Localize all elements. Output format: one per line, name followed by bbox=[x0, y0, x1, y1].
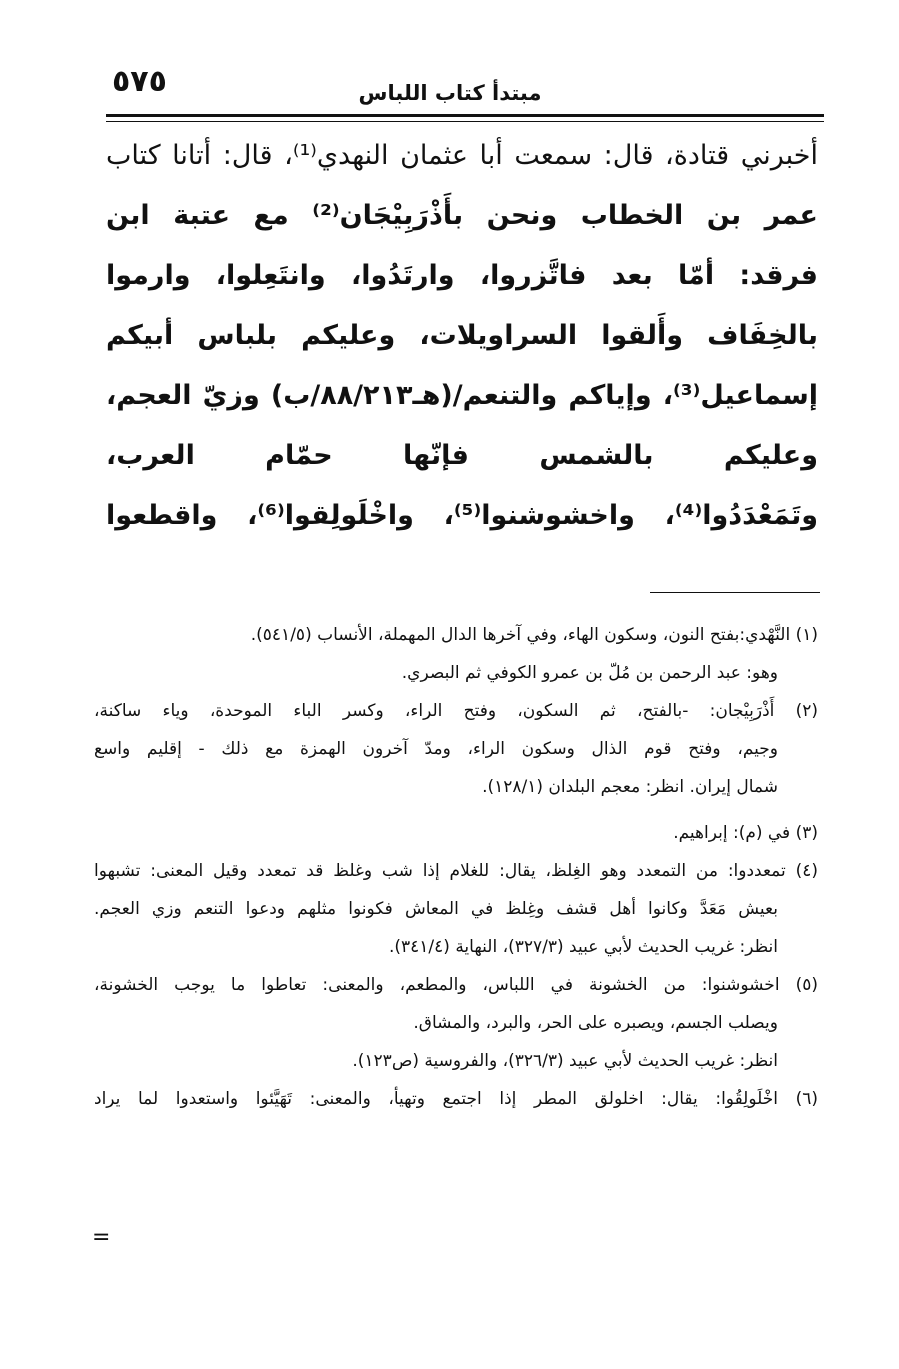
footnote-5-line-1: (٥) اخشوشنوا: من الخشونة في اللباس، والمطعم، والمعنى: تعاطوا ما يوجب الخشونة، bbox=[94, 975, 818, 995]
main-text-line: وعليكم بالشمس فإنّها حمّام العرب، bbox=[106, 440, 818, 471]
footnote-2-line-3: شمال إيران. انظر: معجم البلدان (١٢٨/١). bbox=[482, 777, 778, 797]
main-text bbox=[106, 126, 818, 546]
footnote-4-line-1: (٤) تمعددوا: من التمعدد وهو الغِلظ، يقال: للغلام إذا شب وغلظ قد تمعدد وقيل المعنى: تشبهوا bbox=[94, 861, 818, 881]
running-title: مبتدأ كتاب اللباس bbox=[358, 81, 542, 105]
main-text-line: أخبرني قتادة، قال: سمعت أبا عثمان النهدي⁽¹⁾، قال: أتانا كتاب bbox=[106, 140, 818, 171]
main-text-line: بالخِفَاف وأَلقوا السراويلات، وعليكم بلباس أبيكم bbox=[106, 320, 818, 351]
footnote-2-line-1: (٢) أَذْرَبِيْجان: -بالفتح، ثم السكون، وفتح الراء، وكسر الباء الموحدة، وياء ساكنة، bbox=[94, 701, 818, 721]
footnote-2-line-2: وجيم، وفتح قوم الذال وسكون الراء، ومدّ آخرون الهمزة مع ذلك - إقليم واسع bbox=[94, 739, 778, 759]
footnote-6-line-1: (٦) اخْلَولِقُوا: يقال: اخلولق المطر إذا اجتمع وتهيأ، والمعنى: تَهَيَّئوا واستعدوا لما يراد bbox=[94, 1089, 818, 1109]
footnote-1-line-2: وهو: عبد الرحمن بن مُلّ بن عمرو الكوفي ثم البصري. bbox=[401, 663, 778, 683]
header-rule-thin bbox=[106, 121, 824, 122]
footnote-4-line-3: انظر: غريب الحديث لأبي عبيد (٣٢٧/٣)، النهاية (٣٤١/٤). bbox=[388, 937, 778, 957]
footnote-5-line-3: انظر: غريب الحديث لأبي عبيد (٣٢٦/٣)، والفروسية (ص١٢٣). bbox=[352, 1051, 778, 1071]
continuation-mark: = bbox=[92, 1225, 111, 1250]
main-text-line: فرقد: أمّا بعد فاتَّزروا، وارتَدُوا، وانتَعِلوا، وارموا bbox=[106, 260, 818, 291]
footnote-4-line-2: بعيش مَعَدَّ وكانوا أهل قشف وغِلظ في المعاش فكونوا مثلهم ودعوا التنعم وزي العجم. bbox=[94, 899, 778, 919]
page-number: ٥٧٥ bbox=[112, 64, 167, 99]
footnotes bbox=[94, 616, 818, 1118]
main-text-line: عمر بن الخطاب ونحن بأَذْرَبِيْجَان⁽²⁾ مع عتبة ابن bbox=[106, 200, 818, 231]
footnote-1-line-1: (١) النَّهْدي:بفتح النون، وسكون الهاء، وفي آخرها الدال المهملة، الأنساب (٥٤١/٥). bbox=[250, 625, 818, 645]
main-text-line: إسماعيل⁽³⁾، وإياكم والتنعم/(هـ٨٨/٢١٣/ب) وزيّ العجم، bbox=[106, 380, 818, 411]
footnote-3-line-1: (٣) في (م): إبراهيم. bbox=[673, 823, 818, 843]
header-rule bbox=[106, 114, 824, 117]
footnote-separator bbox=[650, 592, 820, 593]
footnote-5-line-2: ويصلب الجسم، ويصبره على الحر، والبرد، والمشاق. bbox=[413, 1013, 778, 1033]
main-text-line: وتَمَعْدَدُوا⁽⁴⁾، واخشوشنوا⁽⁵⁾، واخْلَولِقوا⁽⁶⁾، واقطعوا bbox=[106, 500, 818, 531]
